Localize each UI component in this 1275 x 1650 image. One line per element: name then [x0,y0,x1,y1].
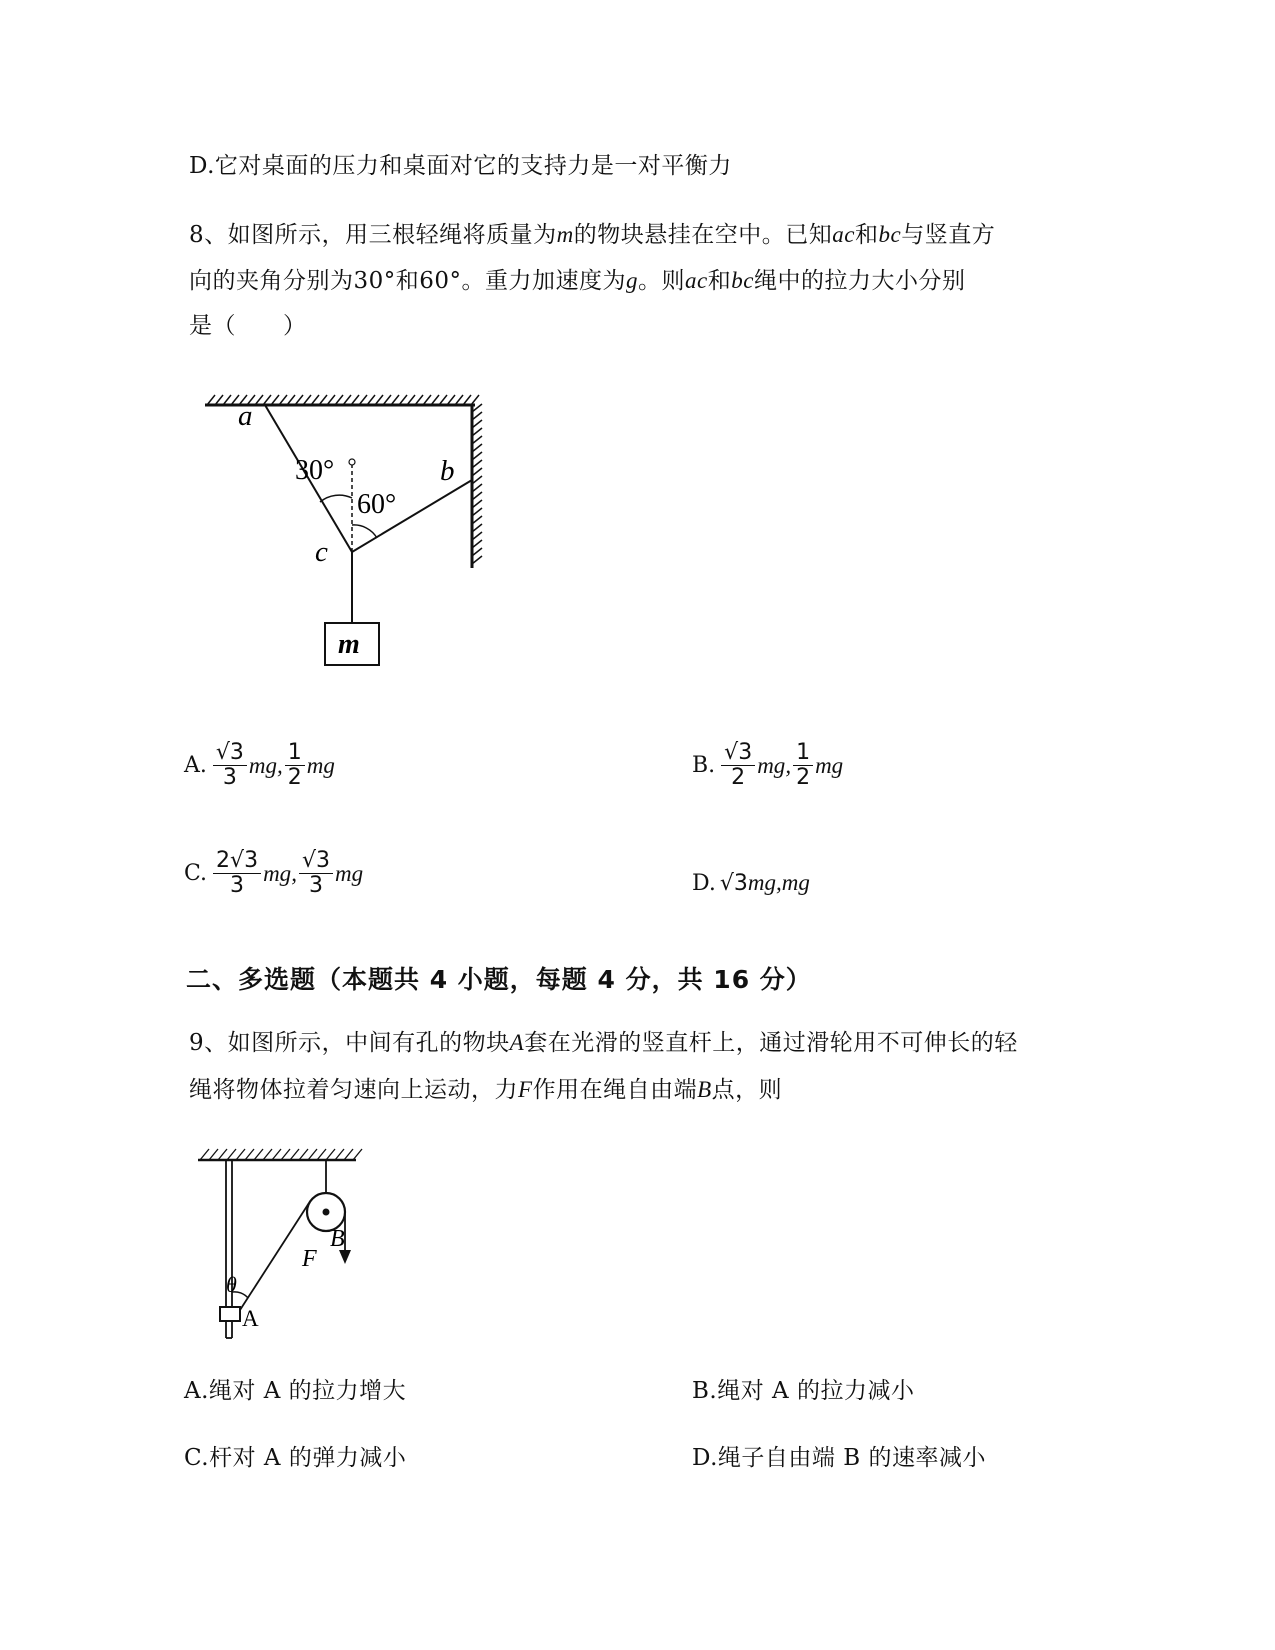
hatch-mark [263,1149,272,1160]
q8-option-b[interactable]: B. $\frac{√3}{2}$ mg , $\frac{1}{2}$ mg [692,740,844,790]
label-A: A [242,1306,259,1331]
block-A [220,1307,240,1321]
hatch-mark [281,1149,290,1160]
hatch-mark [227,1149,236,1160]
q9-stem-line2: 绳将物体拉着匀速向上运动，力F作用在绳自由端B点，则 [189,1077,783,1103]
label-60deg: 60° [357,489,397,520]
q9-figure [190,1140,370,1360]
q8-stem-line2: 向的夹角分别为30°和60°。重力加速度为g。则ac和bc绳中的拉力大小分别 [189,268,966,294]
q9-stem-line1: 9、如图所示，中间有孔的物块A套在光滑的竖直杆上，通过滑轮用不可伸长的轻 [189,1030,1018,1056]
label-b: b [440,455,455,487]
label-30deg: 30° [295,455,335,486]
hatch-mark [344,1149,353,1160]
var-B: B [697,1077,712,1102]
dashed-line-end [349,459,355,465]
q9-option-a[interactable]: A.绳对 A 的拉力增大 [184,1378,407,1404]
hatch-mark [272,1149,281,1160]
label-F: F [302,1246,317,1272]
hatch-mark [335,1149,344,1160]
fraction: $\frac{√3}{3}$ [299,849,333,898]
label-c: c [315,536,328,568]
var-ac: ac [832,222,855,247]
q9-option-c[interactable]: C.杆对 A 的弹力减小 [184,1445,407,1471]
q8-figure [185,390,505,690]
hatch-mark [245,1149,254,1160]
hatch-mark [200,1149,209,1160]
hatch-mark [209,1149,218,1160]
angle-arc-30 [320,495,352,502]
var-g: g [626,268,639,293]
label-B: B [330,1226,345,1252]
force-arrow [339,1250,351,1264]
q9-option-b[interactable]: B.绳对 A 的拉力减小 [692,1378,915,1404]
hatch-mark [236,1149,245,1160]
var-A: A [509,1030,525,1055]
fraction: $\frac{√3}{3}$ [213,741,247,790]
var-bc: bc [731,268,754,293]
hatch-mark [299,1149,308,1160]
hatch-mark [353,1149,362,1160]
rope [240,1203,309,1310]
q8-option-a[interactable]: A. $\frac{√3}{3}$ mg , $\frac{1}{2}$ mg [184,740,335,790]
hatch-mark [317,1149,326,1160]
label-m: m [338,629,360,660]
var-bc: bc [878,222,902,247]
var-m: m [556,222,574,247]
q7-option-d: D.它对桌面的压力和桌面对它的支持力是一对平衡力 [189,153,732,179]
angle-arc-60 [352,525,377,538]
fraction: $\frac{1}{2}$ [285,741,305,790]
hatch-mark [218,1149,227,1160]
fraction: $\frac{√3}{2}$ [721,741,755,790]
q8-option-d[interactable]: D. √3 mg , mg [692,870,810,896]
hatch-mark [290,1149,299,1160]
var-ac: ac [685,268,708,293]
q9-option-d[interactable]: D.绳子自由端 B 的速率减小 [692,1445,986,1471]
var-F: F [518,1077,533,1102]
hatch-mark [308,1149,317,1160]
pulley-axle [323,1209,330,1216]
label-theta: θ [226,1272,237,1297]
section2-heading: 二、多选题（本题共 4 小题，每题 4 分，共 16 分） [186,965,812,994]
q8-stem-line3: 是（ ） [189,313,307,339]
q8-option-c[interactable]: C. $\frac{2√3}{3}$ mg , $\frac{√3}{3}$ mg [184,848,364,898]
hatch-mark [326,1149,335,1160]
q8-stem-line1: 8、如图所示，用三根轻绳将质量为m的物块悬挂在空中。已知ac和bc与竖直方 [189,222,996,248]
fraction: $\frac{2√3}{3}$ [213,849,261,898]
fraction: $\frac{1}{2}$ [793,741,813,790]
hatch-mark [254,1149,263,1160]
label-a: a [238,400,253,432]
